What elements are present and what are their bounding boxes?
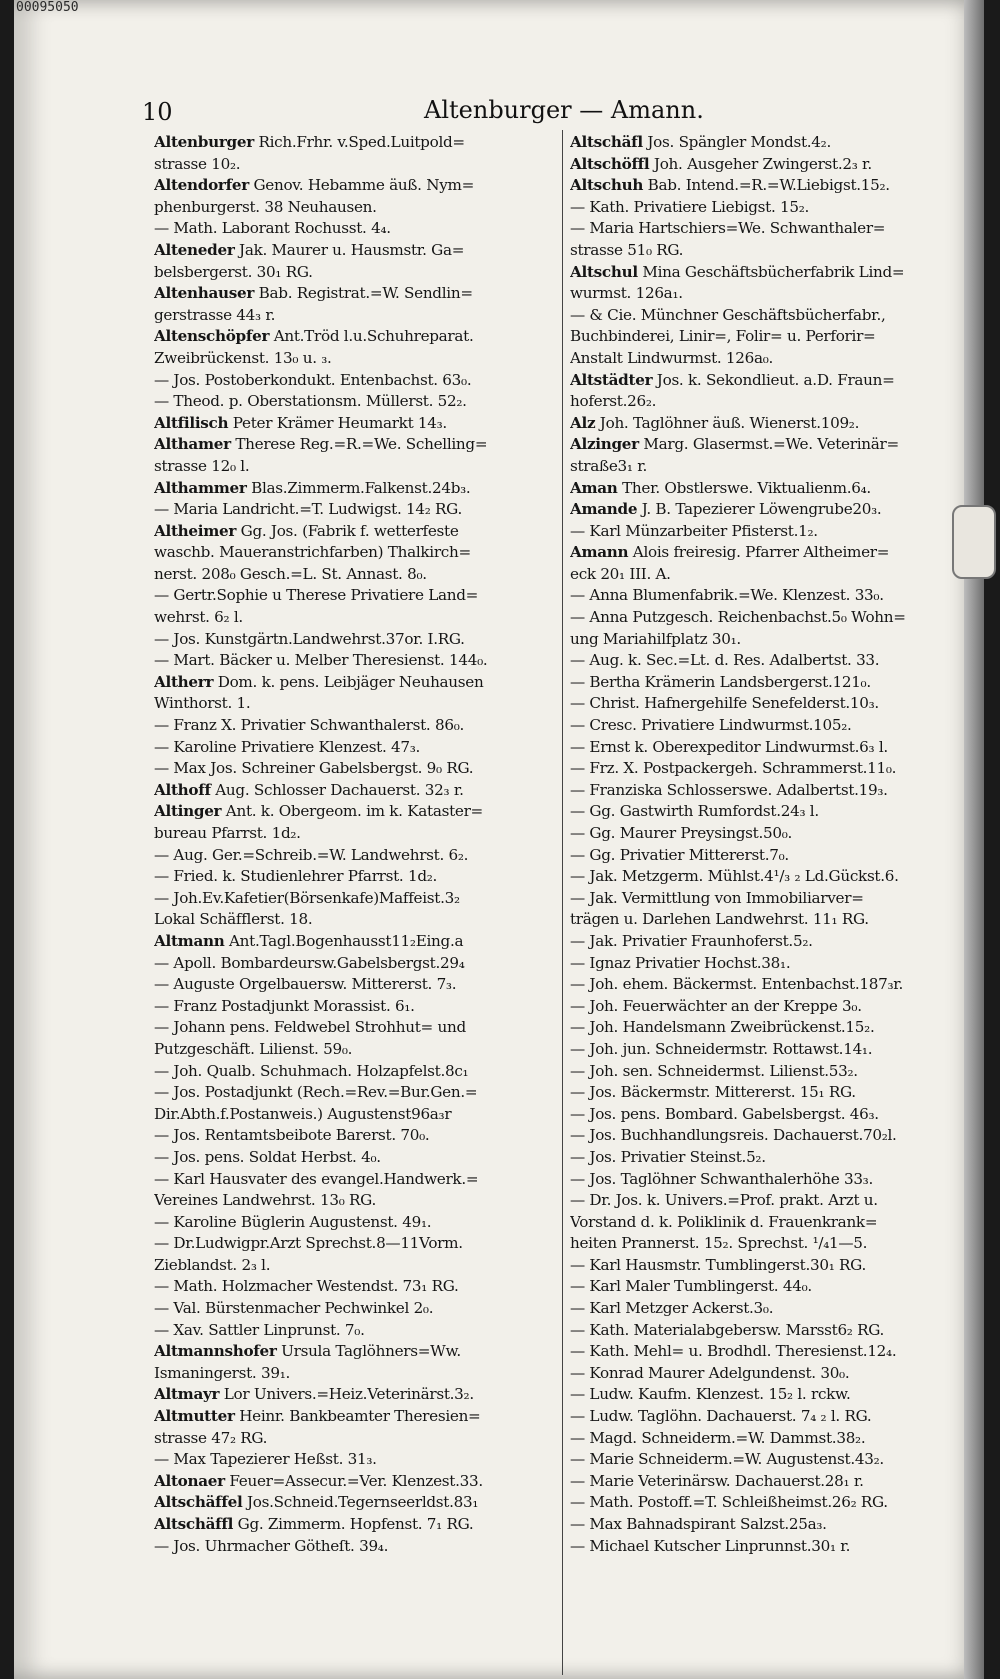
entry-details: — Karoline Büglerin Augustenst. 49₁. xyxy=(154,1212,432,1231)
directory-entry-line xyxy=(154,1255,584,1277)
entry-surname: Altmayr xyxy=(154,1385,220,1404)
entry-details: — Franz X. Privatier Schwanthalerst. 86₀. xyxy=(154,716,465,735)
entry-details: nerst. 208₀ Gesch.=L. St. Annast. 8₀. xyxy=(154,564,427,583)
right-column xyxy=(570,132,970,1557)
directory-entry-line xyxy=(154,218,584,240)
entry-details: Aug. Schlosser Dachauerst. 32₃ r. xyxy=(210,780,464,799)
directory-entry-line xyxy=(154,888,584,910)
entry-details: — Joh. Feuerwächter an der Kreppe 3₀. xyxy=(570,996,862,1015)
directory-entry-line xyxy=(570,1341,970,1363)
entry-details: — Joh. Handelsmann Zweibrückenst.15₂. xyxy=(570,1018,875,1037)
directory-entry-line xyxy=(570,672,970,694)
entry-details: — Max Jos. Schreiner Gabelsbergst. 9₀ RG. xyxy=(154,759,474,778)
directory-entry-line xyxy=(570,1536,970,1558)
entry-surname: Altschöffl xyxy=(570,154,650,173)
entry-surname: Althoff xyxy=(154,780,211,799)
directory-entry-line xyxy=(570,931,970,953)
directory-entry-line xyxy=(570,434,970,456)
entry-details: — Dr.Ludwigpr.Arzt Sprechst.8—11Vorm. xyxy=(154,1234,463,1253)
directory-page xyxy=(14,0,984,1679)
directory-entry-line xyxy=(154,737,584,759)
directory-entry-line xyxy=(154,1276,584,1298)
entry-surname: Altonaer xyxy=(154,1471,225,1490)
entry-details: Joh. Taglöhner äuß. Wienerst.109₂. xyxy=(595,413,860,432)
directory-entry-line xyxy=(570,305,970,327)
entry-details: Blas.Zimmerm.Falkenst.24b₃. xyxy=(246,478,471,497)
directory-entry-line xyxy=(570,1125,970,1147)
entry-details: — Jak. Privatier Fraunhoferst.5₂. xyxy=(570,931,813,950)
entry-details: — Jos. Uhrmacher Götheſt. 39₄. xyxy=(154,1536,389,1555)
directory-entry-line xyxy=(570,866,970,888)
entry-details: — Johann pens. Feldwebel Strohhut= und xyxy=(154,1018,466,1037)
directory-entry-line xyxy=(154,866,584,888)
directory-entry-line xyxy=(570,413,970,435)
directory-entry-line xyxy=(570,197,970,219)
entry-details: — Mart. Bäcker u. Melber Theresienst. 144₀. xyxy=(154,651,488,670)
entry-details: — Ludw. Kaufm. Klenzest. 15₂ l. rckw. xyxy=(570,1385,851,1404)
directory-entry-line xyxy=(570,888,970,910)
directory-entry-line xyxy=(570,607,970,629)
directory-entry-line xyxy=(570,1298,970,1320)
directory-entry-line xyxy=(570,456,970,478)
directory-entry-line xyxy=(154,391,584,413)
entry-details: — Aug. k. Sec.=Lt. d. Res. Adalbertst. 33. xyxy=(570,651,880,670)
entry-details: — Anna Putzgesch. Reichenbachst.5₀ Wohn= xyxy=(570,608,906,627)
directory-entry-line xyxy=(570,1017,970,1039)
directory-entry-line xyxy=(570,348,970,370)
entry-details: — Maria Hartschiers=We. Schwanthaler= xyxy=(570,219,886,238)
entry-details: Vereines Landwehrst. 13₀ RG. xyxy=(154,1191,376,1210)
entry-details: — Marie Veterinärsw. Dachauerst.28₁ r. xyxy=(570,1471,864,1490)
directory-entry-line xyxy=(154,974,584,996)
directory-entry-line xyxy=(570,240,970,262)
entry-details: — Kath. Mehl= u. Brodhdl. Theresienst.12₄. xyxy=(570,1342,897,1361)
directory-entry-line xyxy=(154,1406,584,1428)
directory-entry-line xyxy=(154,1147,584,1169)
directory-entry-line xyxy=(570,478,970,500)
entry-details: — Aug. Ger.=Schreib.=W. Landwehrst. 6₂. xyxy=(154,845,469,864)
entry-surname: Alteneder xyxy=(154,240,235,259)
entry-details: Jos.Schneid.Tegernseerldst.83₁ xyxy=(242,1493,479,1512)
entry-details: Dom. k. pens. Leibjäger Neuhausen xyxy=(213,672,484,691)
entry-details: Mina Geschäftsbücherfabrik Lind= xyxy=(637,262,905,281)
entry-details: trägen u. Darlehen Landwehrst. 11₁ RG. xyxy=(570,910,869,929)
directory-entry-line xyxy=(570,132,970,154)
entry-details: ung Mariahilfplatz 30₁. xyxy=(570,629,741,648)
directory-entry-line xyxy=(570,801,970,823)
entry-details: Anstalt Lindwurmst. 126a₀. xyxy=(570,348,774,367)
entry-details: — Karl Hausmstr. Tumblingerst.30₁ RG. xyxy=(570,1255,867,1274)
entry-details: — Karl Maler Tumblingerst. 44₀. xyxy=(570,1277,812,1296)
entry-details: Jos. k. Sekondlieut. a.D. Fraun= xyxy=(652,370,895,389)
entry-details: Gg. Zimmerm. Hopfenst. 7₁ RG. xyxy=(233,1515,474,1533)
entry-details: Lor Univers.=Heiz.Veterinärst.3₂. xyxy=(219,1385,474,1404)
entry-surname: Altschuh xyxy=(570,176,644,195)
directory-entry-line xyxy=(570,996,970,1018)
directory-entry-line xyxy=(154,1125,584,1147)
entry-details: — Math. Laborant Rochusst. 4₄. xyxy=(154,219,391,238)
entry-details: — Cresc. Privatiere Lindwurmst.105₂. xyxy=(570,716,852,735)
entry-details: — Theod. p. Oberstationsm. Müllerst. 52₂. xyxy=(154,392,467,411)
entry-details: — Maria Landricht.=T. Ludwigst. 14₂ RG. xyxy=(154,500,462,519)
directory-entry-line xyxy=(570,262,970,284)
entry-details: — Joh.Ev.Kafetier(Börsenkafe)Maffeist.3₂ xyxy=(154,888,460,907)
directory-entry-line xyxy=(154,1514,584,1536)
directory-entry-line xyxy=(154,564,584,586)
directory-entry-line xyxy=(154,499,584,521)
directory-entry-line xyxy=(154,478,584,500)
entry-details: — Joh. jun. Schneidermstr. Rottawst.14₁. xyxy=(570,1039,873,1058)
directory-entry-line xyxy=(570,585,970,607)
directory-entry-line xyxy=(570,326,970,348)
directory-entry-line xyxy=(154,240,584,262)
entry-surname: Altfilisch xyxy=(154,413,229,432)
entry-details: Jak. Maurer u. Hausmstr. Ga= xyxy=(234,240,465,259)
directory-entry-line xyxy=(570,1514,970,1536)
page-number: 10 xyxy=(142,98,173,126)
directory-entry-line xyxy=(154,1212,584,1234)
entry-details: J. B. Tapezierer Löwengrube20₃. xyxy=(637,500,882,519)
directory-entry-line xyxy=(570,1104,970,1126)
entry-surname: Altherr xyxy=(154,672,214,691)
entry-details: Putzgeschäft. Lilienst. 59₀. xyxy=(154,1039,353,1058)
entry-details: — Bertha Krämerin Landsbergerst.121₀. xyxy=(570,672,871,691)
entry-surname: Altmutter xyxy=(154,1407,235,1426)
entry-surname: Altstädter xyxy=(570,370,653,389)
entry-details: — Val. Bürstenmacher Pechwinkel 2₀. xyxy=(154,1299,434,1318)
entry-surname: Aman xyxy=(570,478,618,497)
entry-details: — Jos. Kunstgärtn.Landwehrst.37or. I.RG. xyxy=(154,629,465,648)
entry-details: — Magd. Schneiderm.=W. Dammst.38₂. xyxy=(570,1428,866,1447)
entry-surname: Altenschöpfer xyxy=(154,327,270,346)
directory-entry-line xyxy=(154,1320,584,1342)
directory-entry-line xyxy=(154,1341,584,1363)
directory-entry-line xyxy=(570,974,970,996)
directory-entry-line xyxy=(154,1169,584,1191)
entry-details: belsbergerst. 30₁ RG. xyxy=(154,262,313,281)
directory-entry-line xyxy=(154,1363,584,1385)
directory-entry-line xyxy=(154,175,584,197)
entry-details: — Jak. Metzgerm. Mühlst.4¹/₃ ₂ Ld.Gückst.6. xyxy=(570,867,899,886)
directory-entry-line xyxy=(154,650,584,672)
entry-details: Jos. Spängler Mondst.4₂. xyxy=(642,133,831,151)
directory-entry-line xyxy=(570,218,970,240)
entry-details: strasse 12₀ l. xyxy=(154,456,250,475)
entry-details: — Karoline Privatiere Klenzest. 47₃. xyxy=(154,737,421,756)
directory-entry-line xyxy=(154,801,584,823)
entry-details: — Xav. Sattler Linprunst. 7₀. xyxy=(154,1320,365,1339)
entry-details: — Jos. pens. Bombard. Gabelsbergst. 46₃. xyxy=(570,1104,879,1123)
directory-entry-line xyxy=(154,1384,584,1406)
entry-details: — Ludw. Taglöhn. Dachauerst. 7₄ ₂ l. RG. xyxy=(570,1407,872,1426)
directory-entry-line xyxy=(154,132,584,154)
directory-entry-line xyxy=(154,672,584,694)
directory-entry-line xyxy=(154,953,584,975)
directory-entry-line xyxy=(154,585,584,607)
directory-entry-line xyxy=(570,499,970,521)
directory-entry-line xyxy=(570,1471,970,1493)
entry-details: Lokal Schäfflerst. 18. xyxy=(154,910,313,929)
entry-details: — Ignaz Privatier Hochst.38₁. xyxy=(570,953,791,972)
directory-entry-line xyxy=(154,1298,584,1320)
entry-surname: Altenhauser xyxy=(154,284,255,303)
entry-details: Zweibrückenst. 13₀ u. ₃. xyxy=(154,348,332,367)
entry-surname: Alzinger xyxy=(570,435,639,454)
entry-details: — Ernst k. Oberexpeditor Lindwurmst.6₃ l. xyxy=(570,737,888,756)
corner-stamp: 00095050 xyxy=(16,0,79,15)
directory-entry-line xyxy=(570,1190,970,1212)
entry-details: hoferst.26₂. xyxy=(570,392,657,411)
directory-entry-line xyxy=(154,542,584,564)
directory-entry-line xyxy=(154,197,584,219)
directory-entry-line xyxy=(570,693,970,715)
directory-entry-line xyxy=(570,650,970,672)
entry-details: — Gertr.Sophie u Therese Privatiere Land= xyxy=(154,586,479,605)
entry-surname: Altenburger xyxy=(154,133,254,151)
directory-entry-line xyxy=(570,1449,970,1471)
entry-details: — & Cie. Münchner Geschäftsbücherfabr., xyxy=(570,305,886,324)
entry-details: Genov. Hebamme äuß. Nym= xyxy=(248,176,475,195)
directory-entry-line xyxy=(154,1492,584,1514)
entry-details: strasse 47₂ RG. xyxy=(154,1428,268,1447)
directory-entry-line xyxy=(570,953,970,975)
entry-details: wurmst. 126a₁. xyxy=(570,284,683,303)
entry-details: gerstrasse 44₃ r. xyxy=(154,305,276,324)
entry-details: — Auguste Orgelbauersw. Mittererst. 7₃. xyxy=(154,975,457,994)
entry-details: wehrst. 6₂ l. xyxy=(154,608,243,627)
directory-entry-line xyxy=(570,1406,970,1428)
directory-entry-line xyxy=(570,758,970,780)
directory-entry-line xyxy=(570,1233,970,1255)
directory-entry-line xyxy=(154,1190,584,1212)
entry-details: eck 20₁ III. A. xyxy=(570,564,671,583)
entry-surname: Altmannshofer xyxy=(154,1342,277,1361)
directory-entry-line xyxy=(154,1017,584,1039)
entry-details: — Gg. Gastwirth Rumfordst.24₃ l. xyxy=(570,802,819,821)
directory-entry-line xyxy=(154,348,584,370)
entry-details: — Jos. Taglöhner Schwanthalerhöhe 33₃. xyxy=(570,1169,873,1188)
entry-details: — Max Tapezierer Heßst. 31₃. xyxy=(154,1450,377,1469)
directory-entry-line xyxy=(154,693,584,715)
entry-details: — Franz Postadjunkt Morassist. 6₁. xyxy=(154,996,415,1015)
entry-details: Ant.Tagl.Bogenhausst11₂Eing.a xyxy=(224,931,464,950)
entry-details: Zieblandst. 2₃ l. xyxy=(154,1255,271,1274)
entry-details: — Jos. Rentamtsbeibote Barerst. 70₀. xyxy=(154,1126,430,1145)
directory-entry-line xyxy=(154,607,584,629)
directory-entry-line xyxy=(154,715,584,737)
directory-entry-line xyxy=(154,1536,584,1558)
entry-details: — Michael Kutscher Linprunnst.30₁ r. xyxy=(570,1536,851,1555)
entry-surname: Alz xyxy=(570,413,596,432)
entry-details: Peter Krämer Heumarkt 14₃. xyxy=(228,413,447,432)
directory-entry-line xyxy=(570,391,970,413)
entry-surname: Amande xyxy=(570,500,638,519)
directory-entry-line xyxy=(570,737,970,759)
entry-details: Marg. Glasermst.=We. Veterinär= xyxy=(638,435,899,454)
directory-entry-line xyxy=(154,909,584,931)
directory-entry-line xyxy=(570,1276,970,1298)
entry-details: Bab. Registrat.=W. Sendlin= xyxy=(254,284,473,303)
entry-details: — Joh. sen. Schneidermst. Lilienst.53₂. xyxy=(570,1061,858,1080)
entry-details: — Karl Hausvater des evangel.Handwerk.= xyxy=(154,1169,479,1188)
entry-details: Ursula Taglöhners=Ww. xyxy=(276,1342,461,1361)
entry-details: — Jos. Bäckermstr. Mittererst. 15₁ RG. xyxy=(570,1083,856,1102)
entry-surname: Amann xyxy=(570,543,629,562)
entry-details: — Jak. Vermittlung von Immobiliarver= xyxy=(570,888,864,907)
directory-entry-line xyxy=(154,758,584,780)
entry-details: — Jos. Postoberkondukt. Entenbachst. 63₀. xyxy=(154,370,472,389)
directory-entry-line xyxy=(154,931,584,953)
entry-details: strasse 10₂. xyxy=(154,154,241,173)
directory-entry-line xyxy=(570,175,970,197)
entry-details: — Frz. X. Postpackergeh. Schrammerst.11₀. xyxy=(570,759,897,778)
entry-details: Joh. Ausgeher Zwingerst.2₃ r. xyxy=(649,154,872,173)
directory-entry-line xyxy=(154,1061,584,1083)
entry-details: Bab. Intend.=R.=W.Liebigst.15₂. xyxy=(643,176,890,195)
entry-details: — Karl Münzarbeiter Pfisterst.1₂. xyxy=(570,521,818,540)
directory-entry-line xyxy=(570,1363,970,1385)
entry-details: — Kath. Materialabgebersw. Marsst6₂ RG. xyxy=(570,1320,885,1339)
directory-entry-line xyxy=(570,1384,970,1406)
directory-entry-line xyxy=(570,1320,970,1342)
directory-entry-line xyxy=(570,715,970,737)
directory-entry-line xyxy=(154,305,584,327)
entry-details: — Konrad Maurer Adelgundenst. 30₀. xyxy=(570,1363,850,1382)
directory-entry-line xyxy=(154,413,584,435)
running-head: Altenburger — Amann. xyxy=(424,96,704,124)
directory-entry-line xyxy=(570,1169,970,1191)
directory-entry-line xyxy=(154,283,584,305)
entry-details: — Karl Metzger Ackerst.3₀. xyxy=(570,1299,774,1318)
left-column xyxy=(154,132,584,1557)
entry-details: — Jos. pens. Soldat Herbst. 4₀. xyxy=(154,1147,381,1166)
entry-details: Gg. Jos. (Fabrik f. wetterfeste xyxy=(236,521,459,540)
directory-entry-line xyxy=(570,629,970,651)
entry-details: Ant. k. Obergeom. im k. Kataster= xyxy=(221,802,483,821)
entry-details: Vorstand d. k. Poliklinik d. Frauenkrank= xyxy=(570,1212,878,1231)
entry-details: — Jos. Postadjunkt (Rech.=Rev.=Bur.Gen.= xyxy=(154,1083,478,1102)
entry-details: — Gg. Maurer Preysingst.50₀. xyxy=(570,824,793,842)
entry-surname: Altmann xyxy=(154,931,225,950)
directory-entry-line xyxy=(570,542,970,564)
entry-details: heiten Prannerst. 15₂. Sprechst. ¹/₄1—5. xyxy=(570,1234,868,1253)
entry-details: — Max Bahnadspirant Salzst.25a₃. xyxy=(570,1515,827,1533)
entry-details: — Kath. Privatiere Liebigst. 15₂. xyxy=(570,197,810,216)
directory-entry-line xyxy=(154,154,584,176)
entry-details: Ismaningerst. 39₁. xyxy=(154,1363,291,1382)
directory-entry-line xyxy=(154,456,584,478)
directory-entry-line xyxy=(570,564,970,586)
directory-entry-line xyxy=(570,823,970,845)
entry-details: waschb. Maueranstrichfarben) Thalkirch= xyxy=(154,543,471,562)
directory-entry-line xyxy=(154,1449,584,1471)
directory-entry-line xyxy=(570,1492,970,1514)
entry-details: — Apoll. Bombardeursw.Gabelsbergst.29₄ xyxy=(154,953,465,972)
directory-entry-line xyxy=(570,154,970,176)
directory-entry-line xyxy=(154,845,584,867)
entry-details: — Dr. Jos. k. Univers.=Prof. prakt. Arzt u. xyxy=(570,1191,878,1210)
directory-entry-line xyxy=(154,780,584,802)
directory-entry-line xyxy=(154,823,584,845)
entry-details: Dir.Abth.f.Postanweis.) Augustenst96a₃r xyxy=(154,1104,452,1123)
directory-entry-line xyxy=(570,521,970,543)
directory-entry-line xyxy=(154,434,584,456)
entry-details: — Fried. k. Studienlehrer Pfarrst. 1d₂. xyxy=(154,867,438,886)
entry-details: phenburgerst. 38 Neuhausen. xyxy=(154,197,377,216)
directory-entry-line xyxy=(154,1082,584,1104)
directory-entry-line xyxy=(570,1082,970,1104)
entry-details: Ther. Obstlerswe. Viktualienm.6₄. xyxy=(617,478,871,497)
directory-entry-line xyxy=(154,262,584,284)
entry-details: — Math. Holzmacher Westendst. 73₁ RG. xyxy=(154,1277,459,1296)
entry-details: Ant.Tröd l.u.Schuhreparat. xyxy=(269,327,474,346)
entry-details: Therese Reg.=R.=We. Schelling= xyxy=(230,435,488,454)
entry-details: — Joh. ehem. Bäckermst. Entenbachst.187₃r. xyxy=(570,975,904,994)
entry-details: bureau Pfarrst. 1d₂. xyxy=(154,824,301,842)
entry-details: Buchbinderei, Linir=, Folir= u. Perforir= xyxy=(570,327,876,346)
directory-entry-line xyxy=(570,283,970,305)
directory-entry-line xyxy=(570,845,970,867)
entry-details: — Franziska Schlosserswe. Adalbertst.19₃. xyxy=(570,780,888,799)
directory-entry-line xyxy=(570,1147,970,1169)
entry-surname: Althamer xyxy=(154,435,231,454)
entry-details: straße3₁ r. xyxy=(570,456,648,475)
entry-surname: Altinger xyxy=(154,802,222,821)
directory-entry-line xyxy=(570,909,970,931)
entry-details: — Jos. Buchhandlungsreis. Dachauerst.70₂l. xyxy=(570,1126,897,1145)
entry-details: strasse 51₀ RG. xyxy=(570,240,684,259)
directory-entry-line xyxy=(570,1039,970,1061)
entry-details: Rich.Frhr. v.Sped.Luitpold= xyxy=(253,133,465,151)
entry-details: — Math. Postoff.=T. Schleißheimst.26₂ RG. xyxy=(570,1493,888,1512)
entry-surname: Althammer xyxy=(154,478,247,497)
entry-details: — Gg. Privatier Mittererst.7₀. xyxy=(570,845,789,864)
directory-entry-line xyxy=(570,370,970,392)
entry-surname: Altendorfer xyxy=(154,176,249,195)
directory-entry-line xyxy=(154,1428,584,1450)
entry-details: Heinr. Bankbeamter Theresien= xyxy=(234,1407,481,1426)
directory-entry-line xyxy=(154,370,584,392)
entry-details: Feuer=Assecur.=Ver. Klenzest.33. xyxy=(224,1471,483,1490)
directory-entry-line xyxy=(154,1233,584,1255)
entry-surname: Altschäffel xyxy=(154,1493,243,1512)
directory-entry-line xyxy=(570,1212,970,1234)
directory-entry-line xyxy=(570,1428,970,1450)
directory-entry-line xyxy=(570,780,970,802)
directory-entry-line xyxy=(154,326,584,348)
directory-entry-line xyxy=(154,1104,584,1126)
entry-details: Winthorst. 1. xyxy=(154,694,251,713)
entry-surname: Altschäffl xyxy=(154,1515,234,1533)
entry-details: — Joh. Qualb. Schuhmach. Holzapfelst.8c₁ xyxy=(154,1061,469,1080)
entry-details: Alois freiresig. Pfarrer Altheimer= xyxy=(628,543,890,562)
directory-entry-line xyxy=(570,1255,970,1277)
directory-entry-line xyxy=(154,996,584,1018)
entry-details: — Anna Blumenfabrik.=We. Klenzest. 33₀. xyxy=(570,586,884,605)
directory-entry-line xyxy=(154,1471,584,1493)
entry-surname: Altschäfl xyxy=(570,133,643,151)
directory-entry-line xyxy=(154,1039,584,1061)
directory-entry-line xyxy=(154,521,584,543)
entry-details: — Christ. Hafnergehilfe Senefelderst.10₃. xyxy=(570,694,879,713)
directory-entry-line xyxy=(570,1061,970,1083)
directory-entry-line xyxy=(154,629,584,651)
entry-surname: Altschul xyxy=(570,262,638,281)
entry-details: — Marie Schneiderm.=W. Augustenst.43₂. xyxy=(570,1450,884,1469)
entry-details: — Jos. Privatier Steinst.5₂. xyxy=(570,1147,766,1166)
entry-surname: Altheimer xyxy=(154,521,237,540)
